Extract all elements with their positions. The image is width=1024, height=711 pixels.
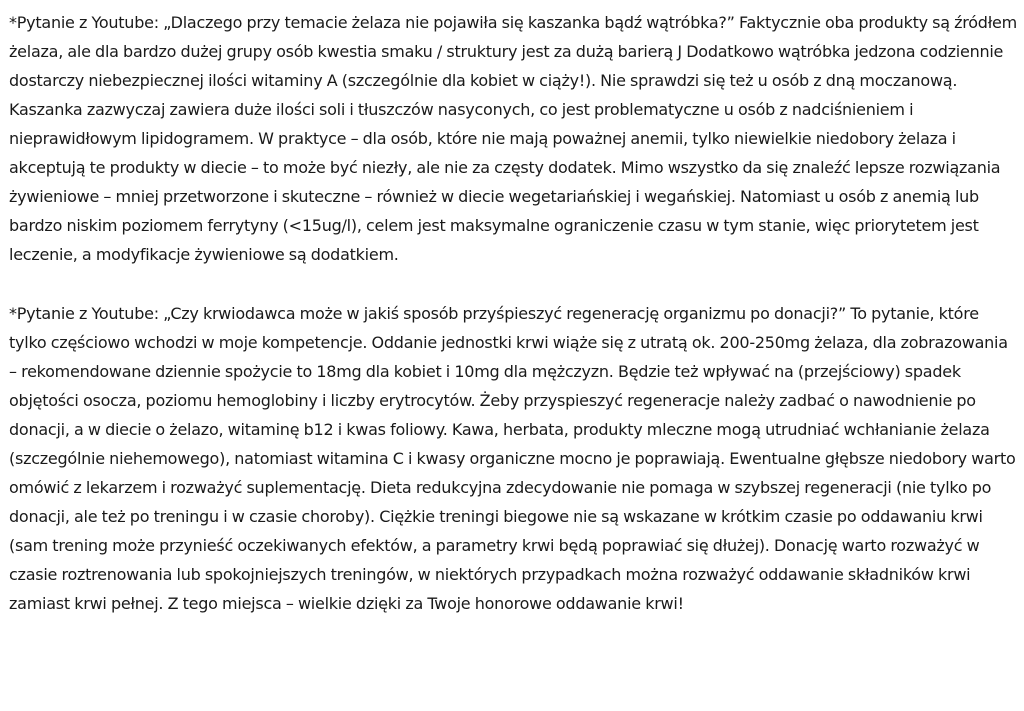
paragraph-blood-donor-regeneration: *Pytanie z Youtube: „Czy krwiodawca może w jakiś sposób przyśpieszyć regenerację organizmu po donacji?” To pytanie, które tylko częściowo wchodzi w moje kompetencje. Oddanie jednostki krwi wiąże się z utratą ok. 200-250mg żelaza, dla zobrazowania – rekomendowane dziennie spożycie to 18mg dla kobiet i 10mg dla mężczyzn. Będzie też wpływać na (przejściowy) spadek objętości osocza, poziomu hemoglobiny i liczby erytrocytów. Żeby przyspieszyć regeneracje należy zadbać o nawodnienie po donacji, a w diecie o żelazo, witaminę b12 i kwas foliowy. Kawa, herbata, produkty mleczne mogą utrudniać wchłanianie żelaza (szczególnie niehemowego), natomiast witamina C i kwasy organiczne mocno je poprawiają. Ewentualne głębsze niedobory warto omówić z lekarzem i rozważyć suplementację. Dieta redukcyjna zdecydowanie nie pomaga w szybszej regeneracji (nie tylko po donacji, ale też po treningu i w czasie choroby). Ciężkie treningi biegowe nie są wskazane w krótkim czasie po oddawaniu krwi (sam trening może przynieść oczekiwanych efektów, a parametry krwi będą poprawiać się dłużej). Donację warto rozważyć w czasie roztrenowania lub spokojniejszych treningów, w niektórych przypadkach można rozważyć oddawanie składników krwi zamiast krwi pełnej. Z tego miejsca – wielkie dzięki za Twoje honorowe oddawanie krwi! <box>9 304 1016 613</box>
paragraph-liver-blood-sausage: *Pytanie z Youtube: „Dlaczego przy temacie żelaza nie pojawiła się kaszanka bądź wątróbka?” Faktycznie oba produkty są źródłem żelaza, ale dla bardzo dużej grupy osób kwestia smaku / struktury jest za dużą barierą J Dodatkowo wątróbka jedzona codziennie dostarczy niebezpiecznej ilości witaminy A (szczególnie dla kobiet w ciąży!). Nie sprawdzi się też u osób z dną moczanową. Kaszanka zazwyczaj zawiera duże ilości soli i tłuszczów nasyconych, co jest problematyczne u osób z nadciśnieniem i nieprawidłowym lipidogramem. W praktyce – dla osób, które nie mają poważnej anemii, tylko niewielkie niedobory żelaza i akceptują te produkty w diecie – to może być niezły, ale nie za częsty dodatek. Mimo wszystko da się znaleźć lepsze rozwiązania żywieniowe – mniej przetworzone i skuteczne – również w diecie wegetariańskiej i wegańskiej. Natomiast u osób z anemią lub bardzo niskim poziomem ferrytyny (<15ug/l), celem jest maksymalne ograniczenie czasu w tym stanie, więc priorytetem jest leczenie, a modyfikacje żywieniowe są dodatkiem. <box>9 13 1017 264</box>
